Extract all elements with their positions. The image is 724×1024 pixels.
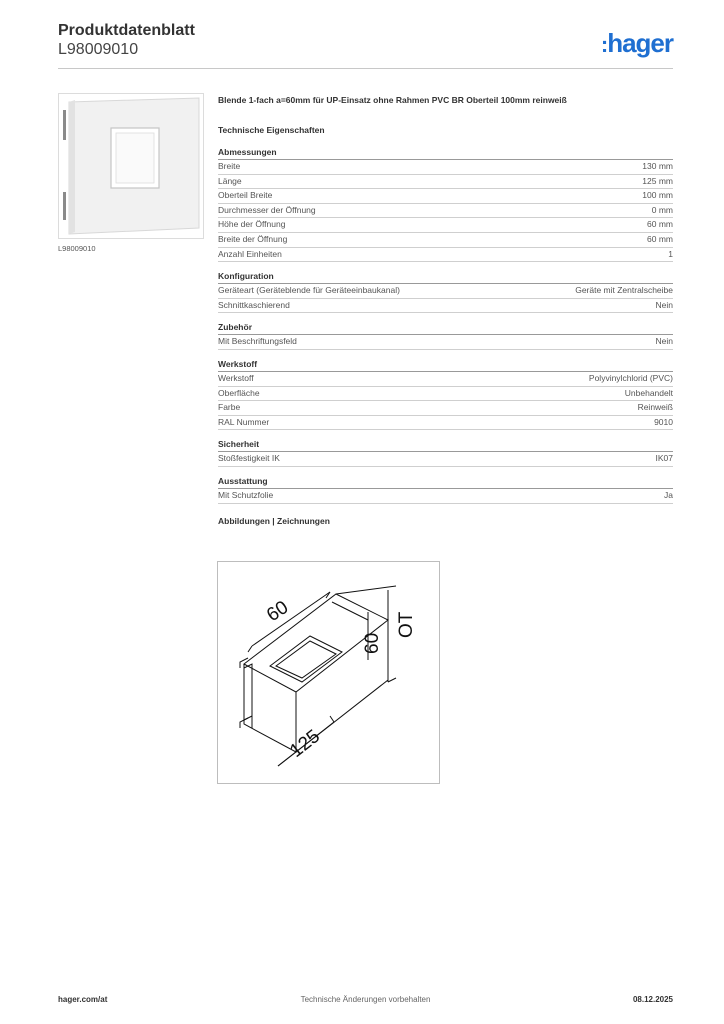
property-label: Werkstoff <box>218 372 254 383</box>
property-value: Geräte mit Zentralscheibe <box>575 285 673 296</box>
section-3 <box>218 359 673 430</box>
property-label: Oberfläche <box>218 387 260 398</box>
property-value: Polyvinylchlorid (PVC) <box>588 372 673 383</box>
property-label: Breite der Öffnung <box>218 233 288 244</box>
property-row <box>218 175 673 190</box>
property-row <box>218 248 673 263</box>
property-sections <box>218 147 673 504</box>
footer-note: Technische Änderungen vorbehalten <box>300 995 431 1004</box>
technical-drawing <box>217 561 440 784</box>
property-row <box>218 299 673 314</box>
document-title: Produktdatenblatt <box>58 22 195 39</box>
section-0 <box>218 147 673 262</box>
property-value: 60 mm <box>647 233 673 244</box>
property-value: Ja <box>664 489 673 500</box>
section-4 <box>218 439 673 467</box>
dim-top-label: OT <box>396 611 417 638</box>
property-row <box>218 284 673 299</box>
property-label: RAL Nummer <box>218 416 270 427</box>
property-label: Mit Beschriftungsfeld <box>218 336 297 347</box>
property-label: Anzahl Einheiten <box>218 248 282 259</box>
property-row <box>218 160 673 175</box>
technical-heading: Technische Eigenschaften <box>218 125 325 135</box>
logo-text: hager <box>607 28 673 58</box>
property-label: Breite <box>218 161 241 171</box>
property-value: 130 mm <box>642 161 673 171</box>
dimension-drawing-icon <box>218 562 439 783</box>
property-row <box>218 387 673 402</box>
property-value: IK07 <box>655 453 673 464</box>
section-title: Abmessungen <box>218 147 673 160</box>
property-value: Unbehandelt <box>624 387 673 398</box>
property-value: 1 <box>668 248 673 259</box>
property-value: Reinweiß <box>637 402 673 413</box>
section-title: Werkstoff <box>218 359 673 372</box>
image-caption: L98009010 <box>58 244 96 253</box>
section-5 <box>218 476 673 504</box>
footer-date: 08.12.2025 <box>632 995 673 1004</box>
property-row <box>218 189 673 204</box>
property-row <box>218 452 673 467</box>
property-label: Farbe <box>218 402 241 413</box>
section-title: Sicherheit <box>218 439 673 452</box>
section-title: Konfiguration <box>218 271 673 284</box>
property-value: Nein <box>655 336 673 347</box>
images-heading: Abbildungen | Zeichnungen <box>218 515 330 526</box>
property-value: 125 mm <box>642 175 673 186</box>
property-row <box>218 218 673 233</box>
section-1 <box>218 271 673 313</box>
property-label: Höhe der Öffnung <box>218 219 286 230</box>
property-value: 9010 <box>654 416 673 427</box>
property-label: Schnittkaschierend <box>218 299 290 310</box>
property-row <box>218 335 673 350</box>
dim-height-label: 60 <box>362 632 383 654</box>
property-value: 100 mm <box>642 190 673 201</box>
product-image <box>58 93 204 239</box>
product-details <box>218 95 673 526</box>
property-row <box>218 489 673 504</box>
section-title: Zubehör <box>218 322 673 335</box>
dim-width-label: 60 <box>263 596 293 627</box>
property-label: Durchmesser der Öffnung <box>218 204 316 215</box>
header-divider <box>58 68 673 69</box>
property-row <box>218 401 673 416</box>
property-row <box>218 416 673 431</box>
footer-website-link[interactable]: hager.com/at <box>58 995 108 1004</box>
property-row <box>218 372 673 387</box>
product-photo-icon <box>59 94 203 238</box>
page-header <box>58 20 673 68</box>
property-row <box>218 204 673 219</box>
property-label: Länge <box>218 175 242 186</box>
property-label: Geräteart (Geräteblende für Geräteeinbaukanal) <box>218 285 400 296</box>
property-value: 60 mm <box>647 219 673 230</box>
property-row <box>218 233 673 248</box>
property-label: Oberteil Breite <box>218 190 273 201</box>
section-title: Ausstattung <box>218 476 673 489</box>
property-value: 0 mm <box>651 204 673 215</box>
property-value: Nein <box>655 299 673 310</box>
logo-dots-icon: : <box>600 32 608 57</box>
hager-logo[interactable] <box>601 28 673 59</box>
property-label: Mit Schutzfolie <box>218 489 274 500</box>
dim-length-label: 125 <box>286 725 325 762</box>
property-label: Stoßfestigkeit IK <box>218 453 280 464</box>
product-title: Blende 1-fach a=60mm für UP-Einsatz ohne Rahmen PVC BR Oberteil 100mm reinweiß <box>218 95 567 105</box>
section-2 <box>218 322 673 350</box>
article-number: L98009010 <box>58 41 139 58</box>
